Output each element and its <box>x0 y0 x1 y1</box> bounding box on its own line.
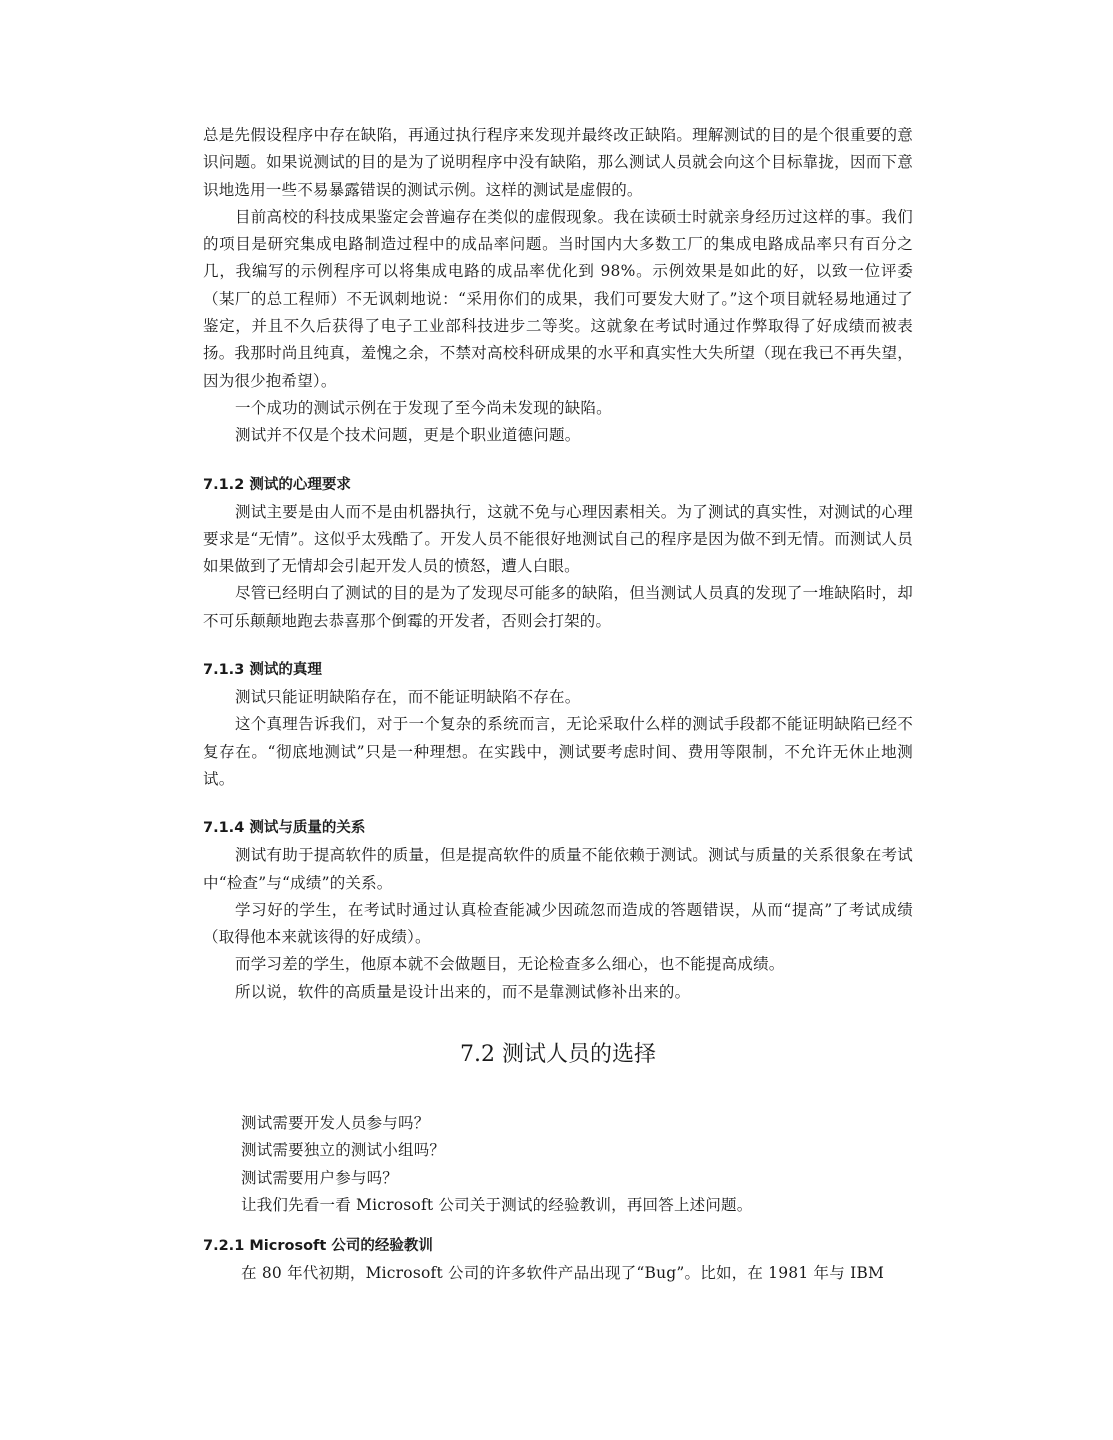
section-7-2-1-paragraph-1: 在 80 年代初期，Microsoft 公司的许多软件产品出现了“Bug”。比如，在 1981 年与 IBM <box>241 1264 885 1283</box>
section-7-2-question-3: 测试需要用户参与吗？ <box>241 1168 399 1187</box>
intro-paragraph-2: 目前高校的科技成果鉴定会普遍存在类似的虚假现象。我在读硕士时就亲身经历过这样的事。我们的项目是研究集成电路制造过程中的成品率问题。当时国内大多数工厂的集成电路成品率只有百分之几，我编写的示例程序可以将集成电路的成品率优化到 98%。示例效果是如此的好，以致一位评委（某厂的总工程师）不无讽刺地说：“采用你们的成果，我们可要发大财了。”这个项目就轻易地通过了鉴定，并且不久后获得了电子工业部科技进步二等奖。这就象在考试时通过作弊取得了好成绩而被表扬。我那时尚且纯真，羞愧之余，不禁对高校科研成果的水平和真实性大失所望（现在我已不再失望，因为很少抱希望）。 <box>203 207 913 390</box>
section-7-2-question-2: 测试需要独立的测试小组吗？ <box>241 1141 446 1160</box>
section-7-2-intro-line: 让我们先看一看 Microsoft 公司关于测试的经验教训，再回答上述问题。 <box>241 1195 753 1214</box>
section-7-1-3-paragraph-1: 测试只能证明缺陷存在，而不能证明缺陷不存在。 <box>235 688 581 707</box>
section-7-1-2-heading: 7.1.2 测试的心理要求 <box>203 476 351 493</box>
section-7-1-4-paragraph-2: 学习好的学生，在考试时通过认真检查能减少因疏忽而造成的答题错误，从而“提高”了考试成绩（取得他本来就该得的好成绩）。 <box>203 900 913 947</box>
document-page <box>203 122 913 1288</box>
section-7-2-1-heading: 7.2.1 Microsoft 公司的经验教训 <box>203 1238 433 1255</box>
section-7-1-2-paragraph-2: 尽管已经明白了测试的目的是为了发现尽可能多的缺陷，但当测试人员真的发现了一堆缺陷时，却不可乐颠颠地跑去恭喜那个倒霉的开发者，否则会打架的。 <box>203 584 913 630</box>
section-7-1-4-paragraph-4: 所以说，软件的高质量是设计出来的，而不是靠测试修补出来的。 <box>235 982 691 1001</box>
section-7-1-3-paragraph-2: 这个真理告诉我们，对于一个复杂的系统而言，无论采取什么样的测试手段都不能证明缺陷已经不复存在。“彻底地测试”只是一种理想。在实践中，测试要考虑时间、费用等限制，不允许无休止地测试。 <box>203 715 913 788</box>
section-7-1-2-paragraph-1: 测试主要是由人而不是由机器执行，这就不免与心理因素相关。为了测试的真实性，对测试的心理要求是“无情”。这似乎太残酷了。开发人员不能很好地测试自己的程序是因为做不到无情。而测试人员如果做到了无情却会引起开发人员的愤怒，遭人白眼。 <box>203 502 913 576</box>
intro-paragraph-1: 总是先假设程序中存在缺陷，再通过执行程序来发现并最终改正缺陷。理解测试的目的是个很重要的意识问题。如果说测试的目的是为了说明程序中没有缺陷，那么测试人员就会向这个目标靠拢，因而下意识地选用一些不易暴露错误的测试示例。这样的测试是虚假的。 <box>203 126 913 199</box>
section-7-2-heading: 7.2 测试人员的选择 <box>460 1042 656 1068</box>
section-7-1-4-paragraph-1: 测试有助于提高软件的质量，但是提高软件的质量不能依赖于测试。测试与质量的关系很象在考试中“检查”与“成绩”的关系。 <box>203 846 913 892</box>
section-7-1-3-heading: 7.1.3 测试的真理 <box>203 662 322 679</box>
section-7-2-question-1: 测试需要开发人员参与吗？ <box>241 1114 430 1133</box>
intro-paragraph-3: 一个成功的测试示例在于发现了至今尚未发现的缺陷。 <box>235 398 612 417</box>
section-7-1-4-paragraph-3: 而学习差的学生，他原本就不会做题目，无论检查多么细心，也不能提高成绩。 <box>235 955 785 974</box>
intro-paragraph-4: 测试并不仅是个技术问题，更是个职业道德问题。 <box>235 426 581 445</box>
section-7-1-4-heading: 7.1.4 测试与质量的关系 <box>203 820 366 837</box>
